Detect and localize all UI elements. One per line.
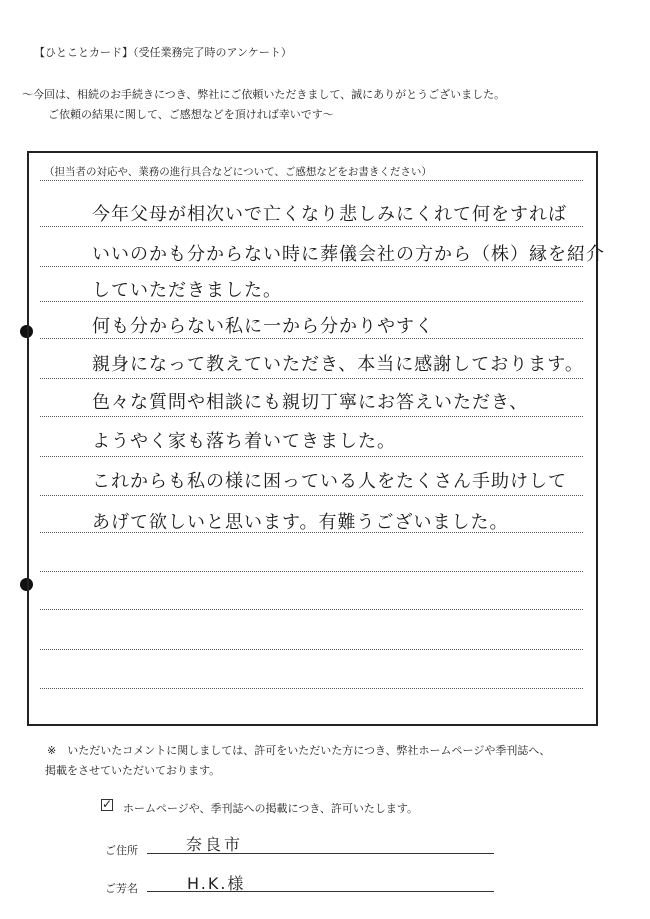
address-label: ご住所 — [105, 844, 138, 857]
handwritten-comment-line: あげて欲しいと思います。有難うございました。 — [92, 512, 509, 533]
consent-label: ホームページや、季刊誌への掲載につき、許可いたします。 — [123, 802, 419, 815]
handwritten-comment-line: 親身になって教えていただき、本当に感謝しております。 — [92, 354, 584, 375]
ruled-line — [40, 378, 583, 379]
consent-checkbox[interactable]: ✓ — [102, 797, 113, 811]
ruled-line — [40, 456, 583, 457]
ruled-line — [40, 416, 583, 417]
ruled-line — [40, 609, 583, 610]
handwritten-comment-line: いいのかも分からない時に葬儀会社の方から（株）縁を紹介 — [92, 244, 605, 265]
ruled-line — [40, 688, 583, 689]
ruled-line — [40, 266, 583, 267]
publication-note-line-2: 掲載をさせていただいております。 — [45, 764, 221, 777]
handwritten-comment-line: ようやく家も落ち着いてきました。 — [92, 431, 396, 452]
ruled-line — [40, 571, 583, 572]
handwritten-comment-line: 今年父母が相次いで亡くなり悲しみにくれて何をすれば — [92, 204, 567, 225]
name-label: ご芳名 — [105, 882, 138, 895]
name-underline — [147, 891, 494, 892]
name-value: H.K.様 — [187, 874, 246, 893]
ruled-line — [40, 338, 583, 339]
ruled-line — [40, 226, 583, 227]
intro-text-line-1: ～今回は、相続のお手続きにつき、弊社にご依頼いただきまして、誠にありがとうございました。 — [22, 88, 506, 101]
card-title: 【ひとことカード】（受任業務完了時のアンケート） — [34, 46, 292, 59]
address-value: 奈良市 — [186, 835, 244, 854]
handwritten-comment-line: していただきました。 — [92, 280, 282, 301]
ruled-line — [40, 649, 583, 650]
ruled-line — [40, 495, 583, 496]
handwritten-comment-line: 何も分からない私に一から分かりやすく — [92, 316, 434, 337]
intro-text-line-2: ご依頼の結果に関して、ご感想などを頂ければ幸いです～ — [48, 108, 334, 121]
address-underline — [147, 853, 494, 854]
handwritten-comment-line: 色々な質問や相談にも親切丁寧にお答えいただき、 — [92, 392, 529, 413]
comment-prompt: （担当者の対応や、業務の進行具合などについて、ご感想などをお書きください） — [44, 166, 432, 178]
ruled-line — [40, 180, 583, 181]
publication-note-line-1: ※ いただいたコメントに関しましては、許可をいただいた方につき、弊社ホームページや季刊誌へ、 — [47, 744, 551, 757]
handwritten-comment-line: これからも私の様に困っている人をたくさん手助けして — [92, 471, 567, 492]
